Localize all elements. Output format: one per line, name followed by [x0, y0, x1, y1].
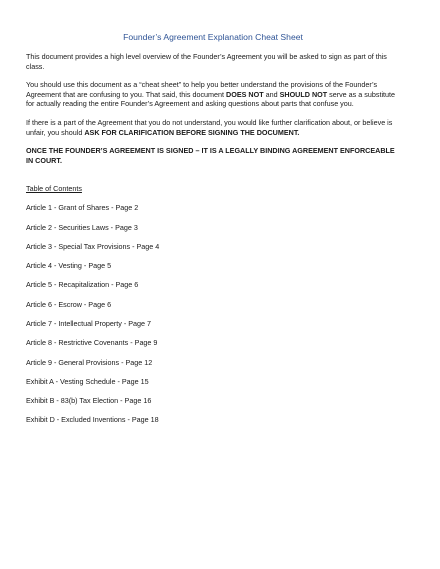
intro-paragraph: This document provides a high level overview of the Founder’s Agreement you will be asked to sign as part of this class.: [26, 52, 387, 71]
toc-item-exhibit-b: Exhibit B - 83(b) Tax Election - Page 16: [26, 396, 152, 406]
table-of-contents: [26, 203, 400, 425]
toc-item-exhibit-d: Exhibit D - Excluded Inventions - Page 18: [26, 415, 159, 425]
toc-item-article-9: Article 9 - General Provisions - Page 12: [26, 357, 153, 367]
legal-warning: ONCE THE FOUNDER’S AGREEMENT IS SIGNED – IT IS A LEGALLY BINDING AGREEMENT ENFORCEABLE IN COURT.: [26, 146, 395, 165]
toc-item-article-7: Article 7 - Intellectual Property - Page 7: [26, 319, 152, 329]
should-not-emphasis: SHOULD NOT: [279, 89, 328, 99]
clarification-text: If there is a part of the Agreement that you do not understand, you would like further clarification about, or believe is unfair, you should: [26, 117, 393, 137]
usage-and: and: [263, 89, 280, 99]
toc-item-article-3: Article 3 - Special Tax Provisions - Page 4: [26, 241, 160, 251]
does-not-emphasis: DOES NOT: [226, 89, 264, 99]
clarification-paragraph: [26, 118, 400, 137]
usage-paragraph: [26, 80, 400, 109]
usage-text-start: You should use this document as a “cheat sheet” to help you better understand the provisions of the Founder’s Agreement that are confusing to you. That said, this document: [26, 80, 378, 99]
toc-item-article-2: Article 2 - Securities Laws - Page 3: [26, 222, 138, 232]
toc-item-exhibit-a: Exhibit A - Vesting Schedule - Page 15: [26, 376, 149, 386]
toc-item-article-6: Article 6 - Escrow - Page 6: [26, 299, 112, 309]
toc-item-article-5: Article 5 - Recapitalization - Page 6: [26, 280, 139, 290]
document-title: Founder’s Agreement Explanation Cheat Sheet: [123, 32, 303, 42]
toc-heading: Table of Contents: [26, 184, 82, 194]
toc-item-article-4: Article 4 - Vesting - Page 5: [26, 261, 112, 271]
toc-item-article-8: Article 8 - Restrictive Covenants - Page 9: [26, 338, 158, 348]
clarification-emphasis: ASK FOR CLARIFICATION BEFORE SIGNING THE DOCUMENT.: [84, 127, 300, 137]
toc-item-article-1: Article 1 - Grant of Shares - Page 2: [26, 203, 139, 213]
usage-text-end: serve as a substitute for actually reading the entire Founder’s Agreement and asking questions about parts that confuse you.: [26, 89, 396, 109]
